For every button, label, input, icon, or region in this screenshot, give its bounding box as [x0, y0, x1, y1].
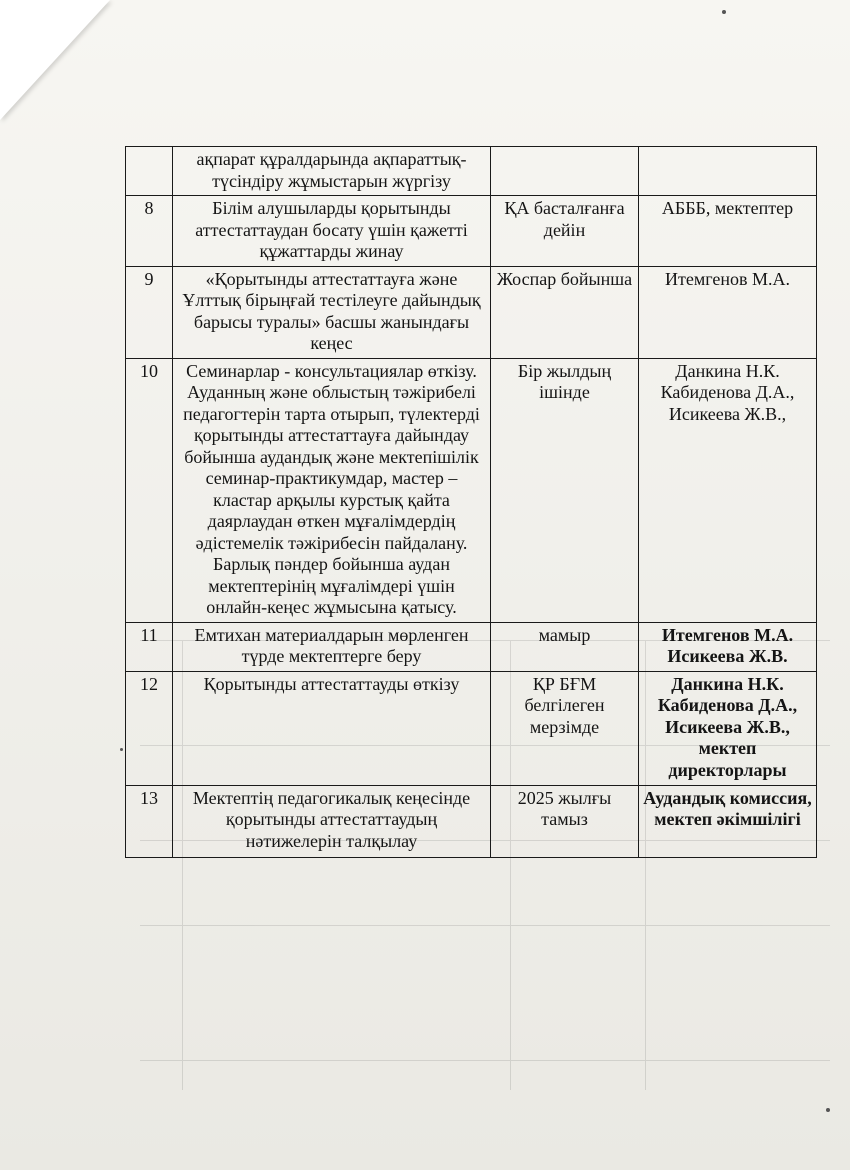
- row-number: 12: [126, 671, 173, 785]
- row-number: [126, 147, 173, 196]
- row-number: 11: [126, 622, 173, 671]
- speck: [120, 748, 123, 751]
- table-row: [126, 147, 817, 196]
- row-task: ақпарат құралдарында ақпараттық-түсіндіру жұмыстарын жүргізу: [173, 147, 491, 196]
- row-task: Емтихан материалдарын мөрленген түрде мектептерге беру: [173, 622, 491, 671]
- table-row: [126, 671, 817, 785]
- row-responsible: АБББ, мектептер: [639, 196, 817, 267]
- row-responsible: Итемгенов М.А.: [639, 266, 817, 358]
- table-row: [126, 358, 817, 622]
- row-number: 10: [126, 358, 173, 622]
- folded-corner: [0, 0, 110, 120]
- table-row: [126, 785, 817, 857]
- attestation-plan-table: [125, 146, 817, 858]
- row-responsible: Данкина Н.К. Кабиденова Д.А., Исикеева Ж.В.,: [639, 358, 817, 622]
- row-number: 9: [126, 266, 173, 358]
- row-term: Бір жылдың ішінде: [491, 358, 639, 622]
- speck: [722, 10, 726, 14]
- row-term: ҚА басталғанға дейін: [491, 196, 639, 267]
- row-task: Қорытынды аттестаттауды өткізу: [173, 671, 491, 785]
- row-number: 13: [126, 785, 173, 857]
- row-term: мамыр: [491, 622, 639, 671]
- row-task: Білім алушыларды қорытынды аттестаттаудан босату үшін қажетті құжаттарды жинау: [173, 196, 491, 267]
- row-responsible: [639, 147, 817, 196]
- row-task: Мектептің педагогикалық кеңесінде қорытынды аттестаттаудың нәтижелерін талқылау: [173, 785, 491, 857]
- table-row: [126, 196, 817, 267]
- row-task: «Қорытынды аттестаттауға және Ұлттық бірыңғай тестілеуге дайындық барысы туралы» басшы жанындағы кеңес: [173, 266, 491, 358]
- row-term: Жоспар бойынша: [491, 266, 639, 358]
- row-term: 2025 жылғы тамыз: [491, 785, 639, 857]
- table-row: [126, 622, 817, 671]
- row-responsible: Аудандық комиссия, мектеп әкімшілігі: [639, 785, 817, 857]
- speck: [826, 1108, 830, 1112]
- row-responsible: Данкина Н.К. Кабиденова Д.А., Исикеева Ж.В., мектеп директорлары: [639, 671, 817, 785]
- row-term: ҚР БҒМ белгілеген мерзімде: [491, 671, 639, 785]
- row-term: [491, 147, 639, 196]
- row-responsible: Итемгенов М.А. Исикеева Ж.В.: [639, 622, 817, 671]
- table-row: [126, 266, 817, 358]
- row-number: 8: [126, 196, 173, 267]
- row-task: Семинарлар - консультациялар өткізу. Ауданның және облыстың тәжірибелі педагогтерін тарта отырып, түлектерді қорытынды аттестаттауға дайындау бойынша аудандық және мектепішілік семинар-практикумдар, мастер – кластар арқылы курстық қайта даярлаудан өткен мұғалімдердің әдістемелік тәжірибесін пайдалану. Барлық пәндер бойынша аудан мектептерінің мұғалімдері үшін онлайн-кеңес жұмысына қатысу.: [173, 358, 491, 622]
